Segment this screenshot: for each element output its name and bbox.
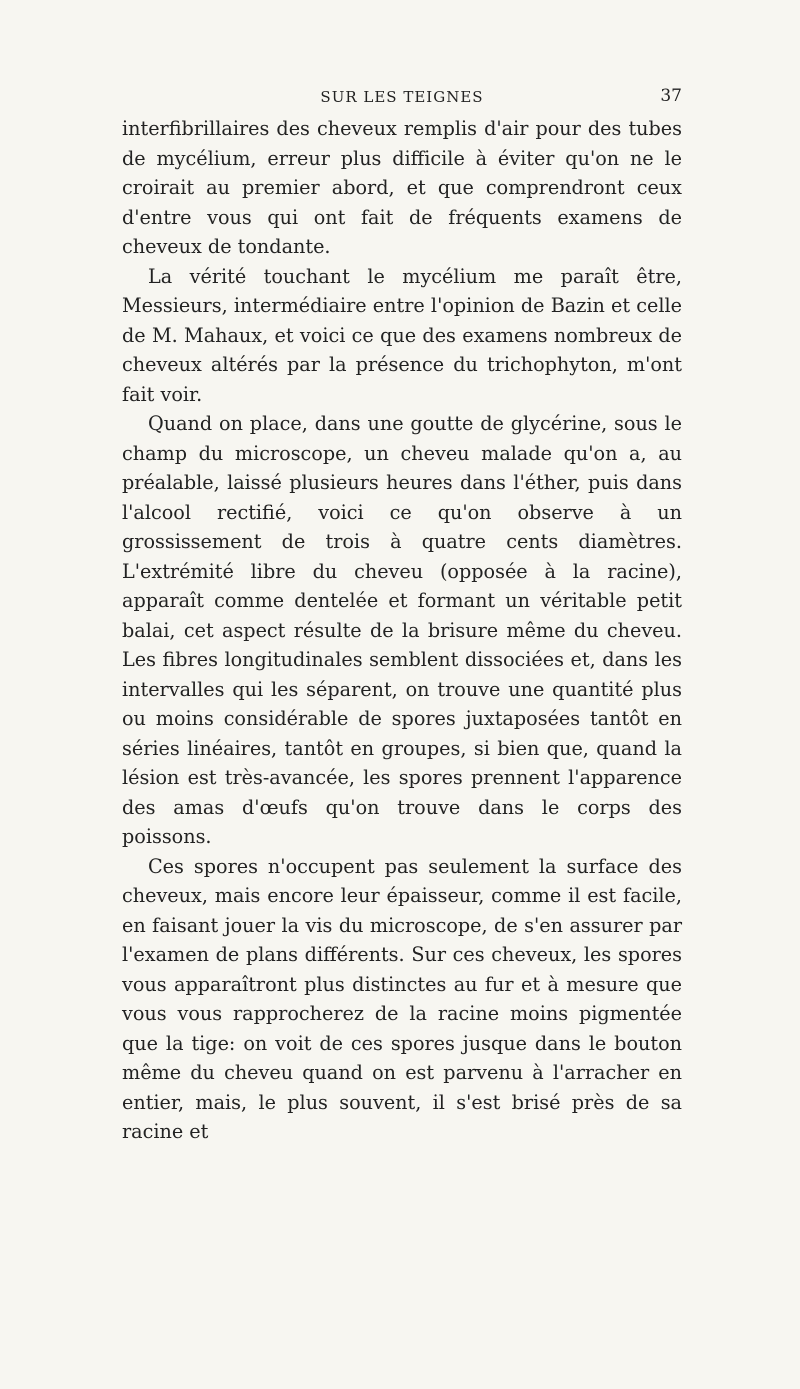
page-number: 37	[660, 86, 682, 106]
paragraph-continued: interfibrillaires des cheveux remplis d'air pour des tubes de mycélium, erreur plus difficile à éviter qu'on ne le croirait au premier abord, et que comprendront ceux d'entre vous qui ont fait de fréquents examens de cheveux de tondante.	[122, 117, 682, 258]
page-header	[122, 84, 682, 112]
paragraph-verite-mycelium: La vérité touchant le mycélium me paraît être, Messieurs, intermédiaire entre l'opinion de Bazin et celle de M. Mahaux, et voici ce que des examens nombreux de cheveux altérés par la présence du trichophyton, m'ont fait voir.	[122, 264, 682, 406]
body-text	[122, 114, 682, 1147]
running-title: SUR LES TEIGNES	[320, 88, 484, 106]
paragraph-microscope-observation: Quand on place, dans une goutte de glycérine, sous le champ du microscope, un cheveu malade qu'on a, au préalable, laissé plusieurs heures dans l'éther, puis dans l'alcool rectifié, voici ce qu'on observe à un grossissement de trois à quatre cents diamètres. L'extrémité libre du cheveu (opposée à la racine), apparaît comme dentelée et formant un véritable petit balai, cet aspect résulte de la brisure même du cheveu. Les fibres longitudinales semblent dissociées et, dans les intervalles qui les séparent, on trouve une quantité plus ou moins considérable de spores juxtaposées tantôt en séries linéaires, tantôt en groupes, si bien que, quand la lésion est très-avancée, les spores prennent l'apparence des amas d'œufs qu'on trouve dans le corps des poissons.	[122, 412, 682, 848]
paragraph-spores-epaisseur: Ces spores n'occupent pas seulement la surface des cheveux, mais encore leur épaisseur, comme il est facile, en faisant jouer la vis du microscope, de s'en assurer par l'examen de plans différents. Sur ces cheveux, les spores vous apparaîtront plus distinctes au fur et à mesure que vous vous rapprocherez de la racine moins pigmentée que la tige: on voit de ces spores jusque dans le bouton même du cheveu quand on est parvenu à l'arracher en entier, mais, le plus souvent, il s'est brisé près de sa racine et	[122, 854, 682, 1143]
